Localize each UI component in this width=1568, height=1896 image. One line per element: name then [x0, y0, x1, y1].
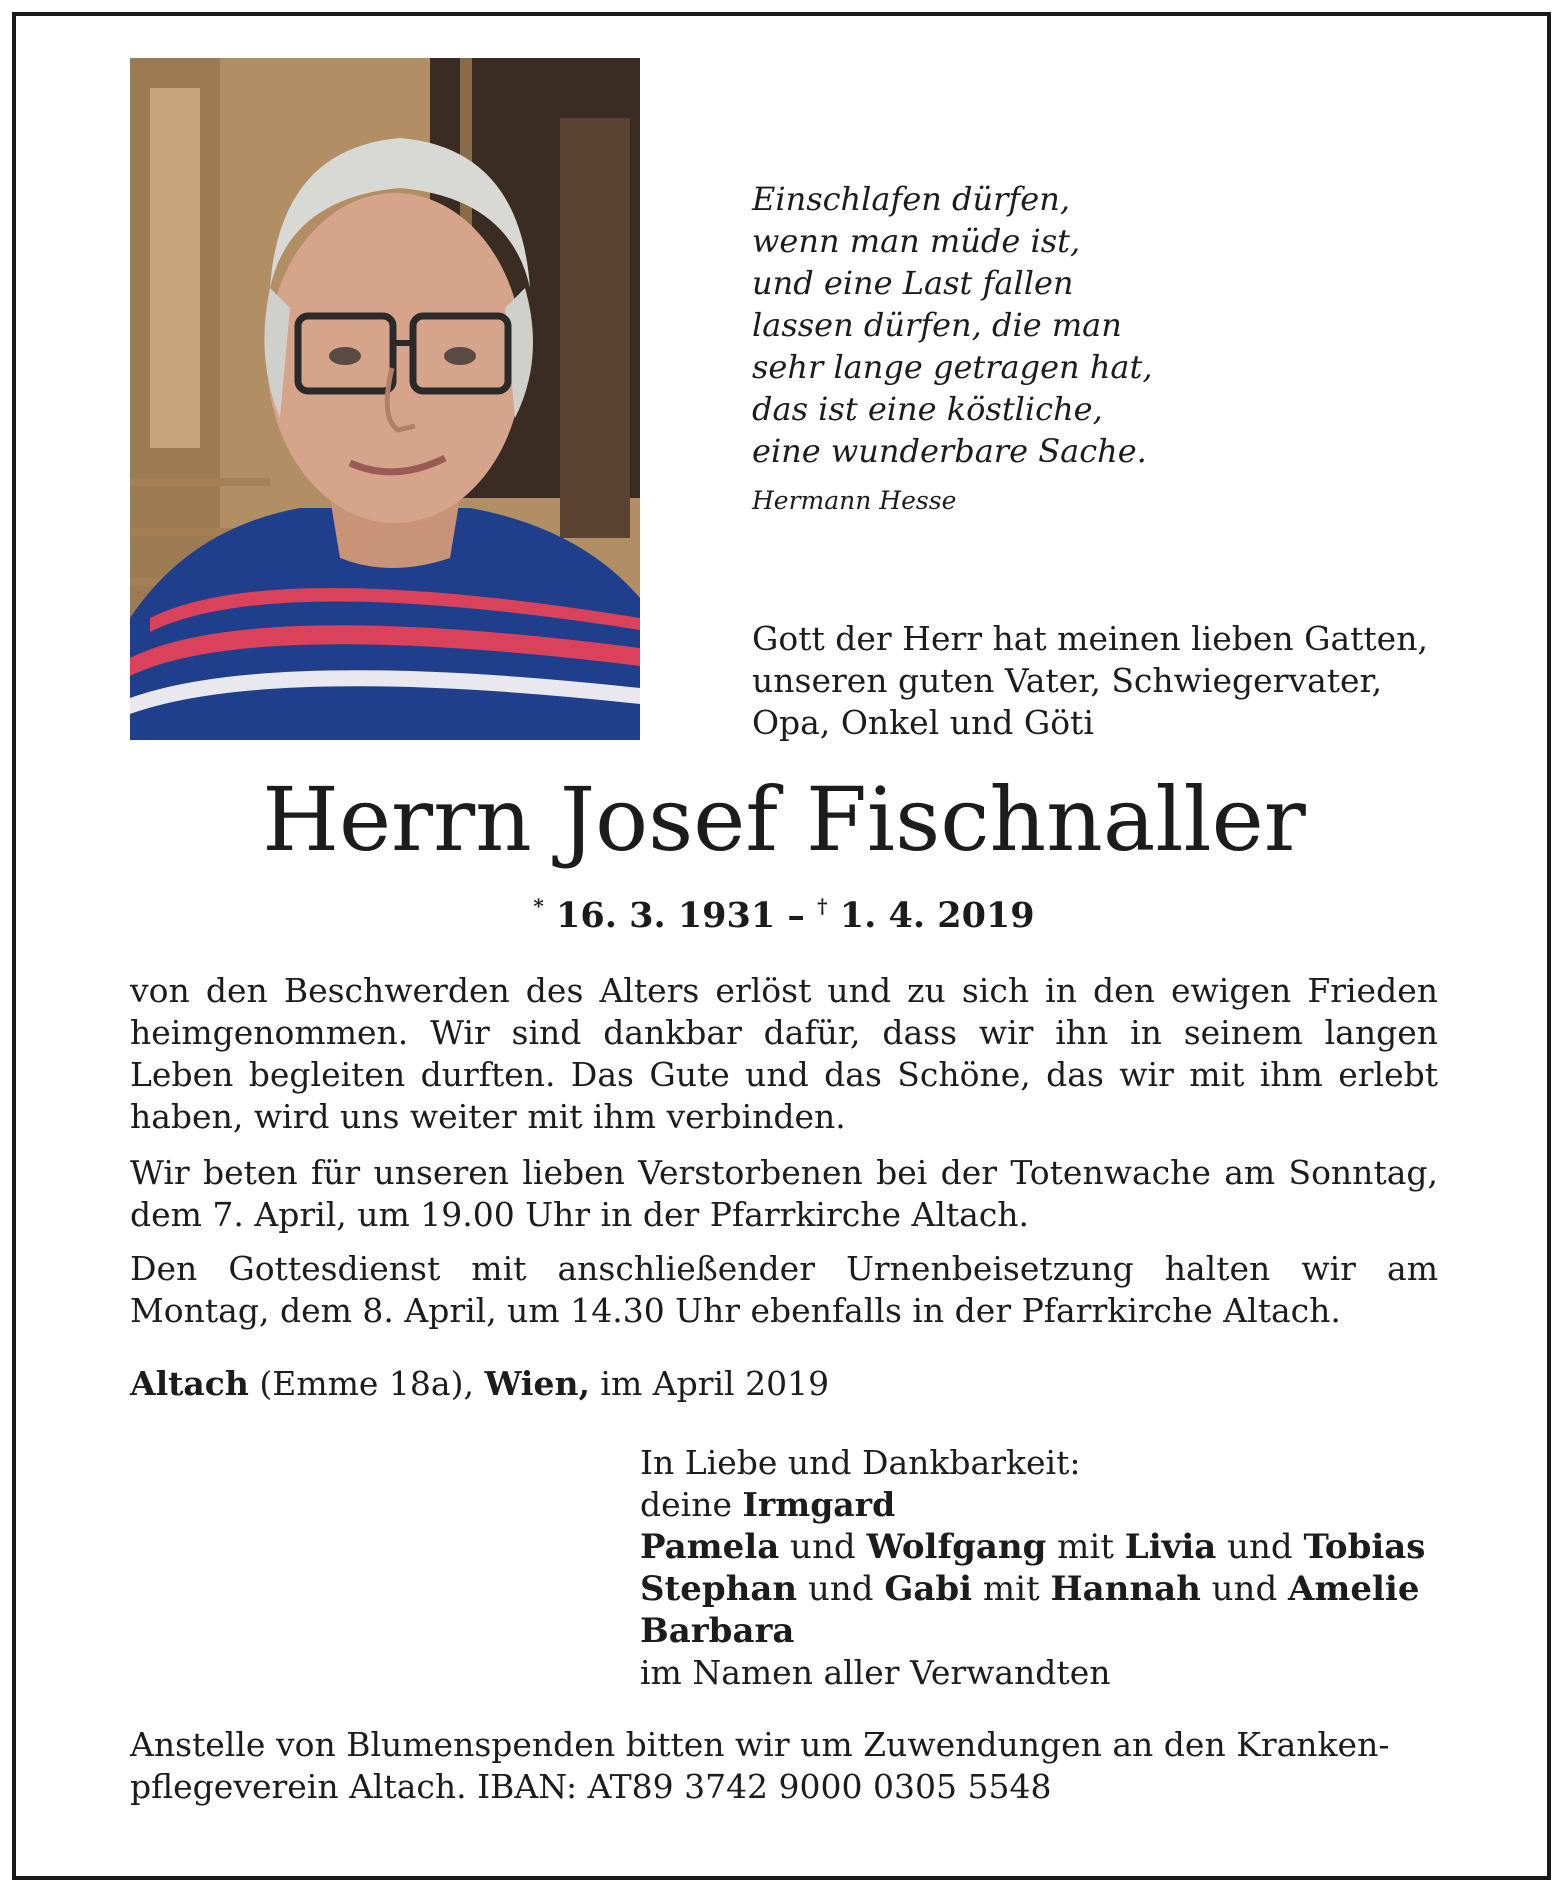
signature-name: Livia [1124, 1527, 1217, 1567]
signature-greeting: In Liebe und Dankbarkeit: [640, 1443, 1081, 1482]
birth-date: 16. 3. 1931 [556, 895, 776, 936]
place-address: (Emme 18a), [248, 1364, 485, 1403]
signature-deine: deine [640, 1485, 743, 1524]
death-date: 1. 4. 2019 [839, 895, 1035, 936]
body-line: dem 7. April, um 19.00 Uhr in der Pfarrkirche Altach. [130, 1195, 1030, 1234]
quote-line: wenn man müde ist, [752, 222, 1081, 260]
life-dates [0, 894, 1568, 936]
quote-line: eine wunderbare Sache. [752, 432, 1147, 470]
body-line: von den Beschwerden des Alters erlöst und zu sich in den ewigen Frieden [130, 971, 1438, 1010]
signature-name: Barbara [640, 1611, 795, 1651]
deceased-name: Herrn Josef Fischnaller [262, 768, 1306, 871]
portrait-photo-icon [130, 58, 640, 740]
body-paragraph-3 [130, 1248, 1438, 1332]
quote-line: und eine Last fallen [752, 264, 1074, 302]
place-date: im April 2019 [589, 1364, 830, 1403]
signature-connector: und [797, 1569, 885, 1609]
signature-closing: im Namen aller Verwandten [640, 1653, 1111, 1692]
donation-line: pflegeverein Altach. IBAN: AT89 3742 9000 0305 5548 [130, 1767, 1052, 1806]
intro-line: Gott der Herr hat meinen lieben Gatten, [752, 619, 1428, 658]
signature-line-deine [640, 1484, 1440, 1526]
donation-line: Anstelle von Blumenspenden bitten wir um Zuwendungen an den Kranken- [130, 1725, 1390, 1764]
signature-name: Amelie [1288, 1569, 1420, 1609]
death-symbol: † [817, 894, 828, 918]
quote-line: lassen dürfen, die man [752, 306, 1122, 344]
quote-author: Hermann Hesse [752, 486, 957, 515]
body-line: Den Gottesdienst mit anschließender Urnenbeisetzung halten wir am [130, 1249, 1438, 1288]
signature-line-2 [640, 1526, 1440, 1568]
signature-name: Gabi [884, 1569, 973, 1609]
signature-name: Stephan [640, 1569, 798, 1609]
body-paragraph-1 [130, 970, 1438, 1138]
signature-line-4 [640, 1610, 1440, 1652]
signature-block [640, 1442, 1440, 1694]
signature-connector: und [1216, 1527, 1304, 1567]
body-line: Montag, dem 8. April, um 14.30 Uhr ebenfalls in der Pfarrkirche Altach. [130, 1291, 1341, 1330]
signature-connector: und [779, 1527, 867, 1567]
signature-line-3 [640, 1568, 1440, 1610]
quote-block [752, 178, 1272, 472]
signature-name: Pamela [640, 1527, 780, 1567]
signature-connector: mit [972, 1569, 1051, 1609]
intro-text [752, 618, 1440, 744]
body-line: haben, wird uns weiter mit ihm verbinden. [130, 1097, 846, 1136]
quote-line: sehr lange getragen hat, [752, 348, 1153, 386]
signature-connector: mit [1046, 1527, 1125, 1567]
place-town: Altach [130, 1364, 249, 1403]
donation-note [130, 1724, 1438, 1808]
signature-name: Irmgard [742, 1485, 896, 1524]
intro-line: unseren guten Vater, Schwiegervater, [752, 661, 1383, 700]
signature-connector: und [1200, 1569, 1289, 1609]
quote-line: Einschlafen dürfen, [752, 180, 1070, 218]
signature-name: Wolfgang [866, 1527, 1047, 1567]
body-line: Leben begleiten durften. Das Gute und das Schöne, das wir mit ihm erlebt [130, 1055, 1438, 1094]
body-line: heimgenommen. Wir sind dankbar dafür, dass wir ihn in seinem langen [130, 1013, 1438, 1052]
body-line: Wir beten für unseren lieben Verstorbenen bei der Totenwache am Sonntag, [130, 1153, 1438, 1192]
body-paragraph-2 [130, 1152, 1438, 1236]
signature-name: Tobias [1303, 1527, 1426, 1567]
quote-line: das ist eine köstliche, [752, 390, 1103, 428]
signature-name: Hannah [1050, 1569, 1201, 1609]
birth-symbol: * [533, 894, 544, 918]
date-separator: – [787, 895, 805, 936]
portrait-photo [130, 58, 640, 740]
place-and-date [130, 1364, 829, 1403]
place-city: Wien, [484, 1364, 590, 1403]
intro-line: Opa, Onkel und Göti [752, 703, 1094, 742]
